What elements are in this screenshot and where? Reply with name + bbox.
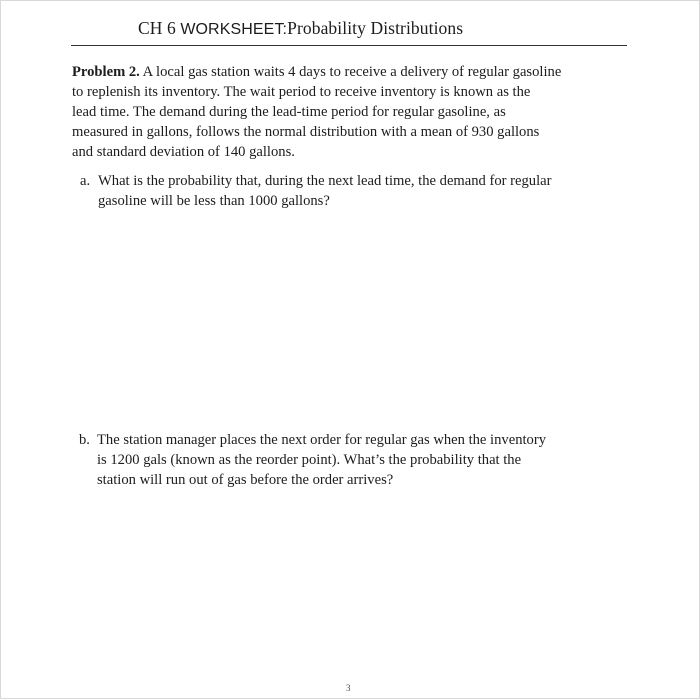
question-b-line-1: The station manager places the next order for regular gas when the inventory [97, 432, 546, 448]
problem-statement [72, 62, 632, 162]
question-b [79, 430, 637, 490]
header-divider [71, 45, 627, 46]
question-b-line-2: is 1200 gals (known as the reorder point). What’s the probability that the [97, 452, 522, 468]
question-b-marker: b. [79, 432, 90, 448]
header-title-main: WORKSHEET: [180, 21, 288, 38]
problem-label: Problem 2. [72, 64, 140, 80]
problem-line-1: A local gas station waits 4 days to receive a delivery of regular gasoline [142, 64, 562, 80]
problem-line-2: to replenish its inventory. The wait period to receive inventory is known as the [72, 84, 531, 100]
page-number: 3 [346, 683, 351, 693]
question-a-line-2: gasoline will be less than 1000 gallons? [98, 193, 330, 209]
problem-line-3: lead time. The demand during the lead-time period for regular gasoline, as [72, 104, 506, 120]
worksheet-header [138, 18, 463, 39]
problem-line-5: and standard deviation of 140 gallons. [72, 144, 295, 160]
header-title-sub: Probability Distributions [287, 18, 464, 38]
question-a [80, 171, 638, 211]
problem-line-4: measured in gallons, follows the normal distribution with a mean of 930 gallons [72, 124, 540, 140]
question-a-marker: a. [80, 173, 91, 189]
question-a-line-1: What is the probability that, during the next lead time, the demand for regular [98, 173, 552, 189]
header-prefix: CH 6 [138, 18, 181, 38]
question-b-line-3: station will run out of gas before the order arrives? [97, 472, 394, 488]
